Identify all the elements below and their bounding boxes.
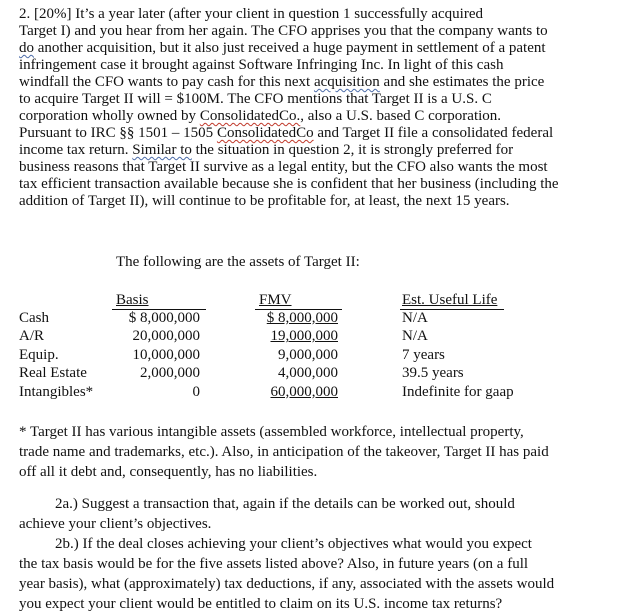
fmv-cell: $ 8,000,000	[266, 310, 338, 326]
subquestions	[19, 494, 609, 614]
life-header	[402, 291, 497, 309]
basis-cell: 2,000,000	[140, 365, 200, 382]
fmv-column	[250, 309, 338, 401]
question-line-4: infringement case it brought against Software Infringing Inc. In light of this cash	[19, 57, 504, 73]
subquestion-2b-line: you expect your client would be entitled to claim on its U.S. income tax returns?	[19, 596, 503, 612]
question-line-11: tax efficient transaction available because she is confident that her business (including the	[19, 176, 559, 192]
question-line-10: business reasons that Target II survive as a legal entity, but the CFO also wants the most	[19, 159, 548, 175]
basis-cell: $ 8,000,000	[128, 310, 200, 326]
asset-name: Cash	[19, 310, 49, 326]
subquestion-2b-line: the tax basis would be for the five assets listed above? Also, in future years (on a full	[19, 556, 529, 572]
life-cell: Indefinite for gaap	[402, 383, 514, 400]
fmv-header-rule	[255, 309, 342, 310]
question-line-8: Pursuant to IRC §§ 1501 – 1505 ConsolidatedCo and Target II file a consolidated federal	[19, 125, 554, 141]
fmv-header	[259, 291, 292, 309]
asset-name: Real Estate	[19, 365, 87, 382]
intangibles-footnote	[19, 422, 607, 482]
question-line-3: do another acquisition, but it also just received a huge payment in settlement of a patent	[19, 40, 546, 56]
basis-cell: 20,000,000	[132, 328, 200, 345]
question-paragraph	[19, 6, 609, 210]
spellcheck-word-similar-to: Similar to	[132, 142, 192, 158]
footnote-line: trade name and trademarks, etc.). Also, in anticipation of the takeover, Target II has paid	[19, 444, 549, 460]
subquestion-2a-line: 2a.) Suggest a transaction that, again if the details can be worked out, should	[55, 496, 515, 512]
question-line-9: income tax return. Similar to the situation in question 2, it is strongly preferred for	[19, 142, 514, 158]
basis-column	[108, 309, 200, 401]
life-column	[402, 309, 514, 401]
question-line-7: corporation wholly owned by ConsolidatedCo., also a U.S. based C corporation.	[19, 108, 502, 124]
question-line-12: addition of Target II), will continue to be profitable for, at least, the next 15 years.	[19, 193, 510, 209]
basis-header	[116, 291, 149, 309]
fmv-header-label: FMV	[259, 292, 292, 308]
life-cell: N/A	[402, 310, 428, 326]
subquestion-2b-line: 2b.) If the deal closes achieving your client’s objectives what would you expect	[55, 536, 532, 552]
life-header-rule	[400, 309, 504, 310]
question-line-6: to acquire Target II will = $100M. The CFO mentions that Target II is a U.S. C	[19, 91, 492, 107]
question-line-1: 2. [20%] It’s a year later (after your client in question 1 successfully acquired	[19, 6, 483, 22]
basis-header-label: Basis	[116, 292, 149, 308]
footnote-line: off all it debt and, consequently, has no liabilities.	[19, 464, 318, 480]
subquestion-2b-line: year basis), what (approximately) tax deductions, if any, associated with the assets would	[19, 576, 555, 592]
basis-cell: 0	[192, 383, 200, 400]
life-cell: N/A	[402, 328, 428, 345]
spellcheck-word-consolidatedco-1: ConsolidatedCo.	[199, 108, 301, 124]
fmv-cell: 60,000,000	[270, 383, 338, 400]
fmv-cell: 9,000,000	[278, 346, 338, 363]
life-cell: 7 years	[402, 346, 445, 363]
basis-cell: 10,000,000	[132, 346, 200, 363]
life-header-label: Est. Useful Life	[402, 292, 498, 308]
subquestion-2a-line: achieve your client’s objectives.	[19, 516, 212, 532]
life-cell: 39.5 years	[402, 365, 464, 382]
assets-intro: The following are the assets of Target II:	[116, 254, 360, 270]
fmv-cell: 19,000,000	[270, 328, 338, 345]
footnote-line: * Target II has various intangible assets (assembled workforce, intellectual property,	[19, 424, 524, 440]
question-line-2: Target I) and you hear from her again. The CFO apprises you that the company wants to	[19, 23, 548, 39]
asset-name-column	[19, 309, 93, 401]
spellcheck-word-do: do	[19, 40, 34, 56]
asset-name: A/R	[19, 328, 45, 345]
spellcheck-word-consolidatedco-2: ConsolidatedCo	[216, 125, 314, 141]
basis-header-rule	[112, 309, 206, 310]
spellcheck-word-acquisition: acquisition	[313, 74, 380, 90]
asset-name: Equip.	[19, 346, 59, 363]
asset-name: Intangibles*	[19, 383, 94, 400]
question-line-5: windfall the CFO wants to pay cash for this next acquisition and she estimates the price	[19, 74, 545, 90]
fmv-cell: 4,000,000	[278, 365, 338, 382]
